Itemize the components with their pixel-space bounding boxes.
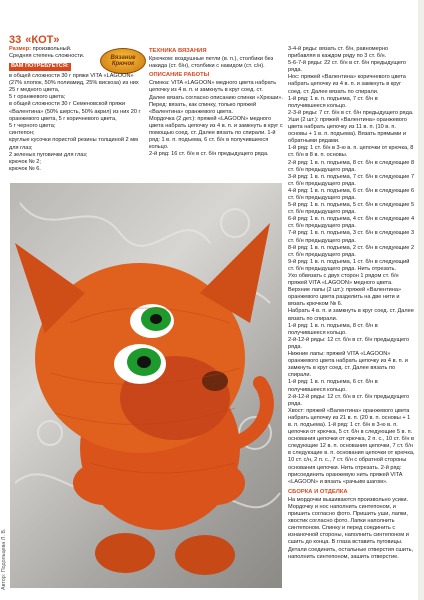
instruction-row: Хвост: пряжей «Валентина» оранжевого цвета набрать цепочку из 21 в. п. (20 в. п. основы + 1 в. п. подъема). 1-й ряд: 1 ст. б/н в 3-ю в. п. цепочки от крючка, 5 ст. б/н в следующие 5 в. п. основания цепочки от крючка, 2 п. с., 10 ст. б/н в следующие 12 в. п. основания цепочки, 7 ст. б/н в следующие в. п. основания цепочки от крючка, 10 ст. с/н, 2 п. с., 7 ст. б/н с обратной стороны основания цепочки. Нить отрезать. 2-й ряд: присоединить оранжевую нить пряжей VITA «LAGOON» и вязать «рачьим шагом». — [288, 407, 415, 485]
size-label: Размер: — [9, 46, 32, 52]
instruction-row: 3-й ряд: 1 в. п. подъема, 7 ст. б/н в следующие 7 ст. б/н предыдущего ряда. — [288, 173, 415, 187]
author-credit: Автор: Подольцева Л. В. — [1, 528, 7, 590]
pattern-title — [9, 34, 59, 46]
material-item: крючок № 6. — [9, 166, 41, 173]
instruction-row: 2-й-12-й ряды: 12 ст. б/н в ст. б/н предыдущего ряда. — [288, 336, 410, 350]
assembly-text: На мордочки вышиваются произвольно усики. Мордочку и нос наполнить синтепоном, и пришить согласно фото. Пришить уши, лапки, хвостик согласно фото. Лапки наполнить синтепоном. Спинку и перед соединить с изнаночной стороны, наполнить синтепоном и сшить до конца. В глаза вставить пуговицы. Детали соединить, остальные отверстия сшить, наполнить синтепоном, зашить отверстие. — [288, 496, 414, 560]
material-item: 2 зеленых пуговички для глаз; — [9, 151, 88, 158]
materials-column — [9, 46, 141, 173]
instruction-row: 6-й ряд: 1 в. п. подъема, 4 ст. б/н в следующие 4 ст. б/н предыдущего ряда. — [288, 216, 415, 230]
instruction-row: 1-й ряд: 1 в. п. подъема, 6 ст. б/н в получившееся кольцо. — [288, 379, 378, 393]
instruction-row: 5-й ряд: 1 в. п. подъема, 5 ст. б/н в следующие 5 ст. б/н предыдущего ряда. — [288, 202, 415, 216]
instruction-row: 3-4-й ряды: вязать ст. б/н, равномерно прибавляя в каждом ряду по 3 ст. б/н. — [288, 46, 389, 60]
material-item: крючок № 2; — [9, 159, 41, 166]
description-paragraph: Мордочка (2 дет.): пряжей «LAGOON» медного цвета набрать цепочку из 4 в. п. и замкнуть в круг с помощью соед. ст. Далее вязать по спирали. 1-й ряд: 1 в. п. подъема, 6 ст. б/н в получившееся кольцо. — [149, 115, 283, 151]
instruction-row: Набрать 4 в. п. и замкнуть в круг соед. ст. Далее вязать по спирали. — [288, 308, 414, 322]
instruction-row: 5-6-7-й ряды: 22 ст. б/н в ст. б/н предыдущего ряда. — [288, 60, 407, 74]
instruction-row: 9-й ряд: 1 в. п. подъема, 1 ст. б/н в следующий ст. б/н предыдущего ряда. Нить отрезать. — [288, 258, 410, 272]
material-item: круглые кусочки пористой резины толщиной 2 мм для глаз; — [9, 137, 138, 151]
technique-heading: ТЕХНИКА ВЯЗАНИЯ — [149, 48, 207, 54]
logo-text: Вязание Крючок — [110, 55, 136, 67]
pattern-number: 33 — [9, 34, 22, 46]
cat-toy-photo — [10, 183, 282, 588]
description-paragraph: 2-й ряд: 16 ст. б/н в ст. б/н предыдущего ряда. — [149, 151, 269, 158]
material-item: в общей сложности 30 г пряжи VITA «LAGOON» (27% хлопок, 50% полиамид, 25% вискоза) из них 25 г медного цвета, — [9, 72, 139, 94]
instruction-row: 4-й ряд: 1 в. п. подъема, 6 ст. б/н в следующие 6 ст. б/н предыдущего ряда. — [288, 187, 415, 201]
technique-text: Крючком: воздушные петли (в. п.), столбики без накида (ст. б/н), столбики с накидом (ст. с/н). — [149, 56, 274, 70]
instruction-row: 7-й ряд: 1 в. п. подъема, 3 ст. б/н в следующие 3 ст. б/н предыдущего ряда. — [288, 230, 415, 244]
description-heading: ОПИСАНИЕ РАБОТЫ — [149, 72, 210, 79]
instruction-row: 2-й ряд: 1 в. п. подъема, 8 ст. б/н в следующие 8 ст. б/н предыдущего ряда. — [288, 159, 415, 173]
instruction-row: 2-й-12-й ряды: 12 ст. б/н в ст. б/н предыдущего ряда. — [288, 393, 410, 407]
material-item: 5 г черного цвета; — [9, 123, 56, 130]
material-item: 5 г оранжевого цвета; — [9, 94, 66, 101]
instruction-row: Нижние лапы: пряжей VITA «LAGOON» оранжевого цвета набрать цепочку из 4 в. п. и замкнуть в круг соед. ст. Далее вязать по спирали. — [288, 351, 408, 379]
description-paragraph: Спинка: VITA «LAGOON» медного цвета набрать цепочку из 4 в. п. и замкнуть в круг соед. ст. — [149, 80, 277, 94]
description-paragraph: Перед: вязать, как спинку, только пряжей «Валентина» оранжевого цвета. — [149, 101, 257, 115]
instruction-row: 2-3-й ряды: 7 ст. б/н в ст. б/н предыдущего ряда. — [288, 109, 414, 116]
technique-column — [149, 46, 284, 158]
assembly-heading: СБОРКА И ОТДЕЛКА — [288, 488, 348, 495]
material-item: в общей сложности 30 г Семеновской пряжи «Валентина» (50% шерсть, 50% акрил) из них 20 г оранжевого цвета, 5 г коричневого цвета, — [9, 101, 141, 122]
instruction-row: Ухо обвязать с двух сторон 1 рядом ст. б/н пряжей VITA «LAGOON» медного цвета. — [288, 273, 399, 287]
instruction-row: 8-й ряд: 1 в. п. подъема, 2 ст. б/н в следующие 2 ст. б/н предыдущего ряда. — [288, 244, 415, 258]
size-value: произвольный. — [32, 46, 72, 52]
page-edge — [418, 0, 424, 600]
materials-heading: ВАМ ПОТРЕБУЕТСЯ: — [11, 63, 69, 70]
instructions-column — [288, 46, 416, 561]
instruction-row: Нос: пряжей «Валентина» коричневого цвета набрать цепочку из 4 в. п. и замкнуть в круг соед. ст. Далее вязать по спирали. — [288, 74, 406, 95]
instruction-row: Уши (2 шт.): пряжей «Валентина» оранжевого цвета набрать цепочку из 11 в. п. (10 в. п. основы + 1 в. п. подъема). Вязать прямыми и обратными рядами. — [288, 116, 407, 145]
instruction-row: 1-й ряд: 1 ст. б/н в 3-ю в. п. цепочки от крючка, 8 ст. б/н в 8 в. п. основы. — [288, 145, 414, 159]
material-item: синтепон; — [9, 130, 35, 137]
instruction-row: 1-й ряд: 1 в. п. подъема, 7 ст. б/н в получившееся кольцо. — [288, 95, 378, 109]
pattern-name: «КОТ» — [25, 34, 60, 46]
instruction-row: Верхние лапы (2 шт.): пряжей «Валентина» оранжевого цвета разделить на две нити и вязать крючком № 6. — [288, 287, 402, 308]
description-paragraph: Далее вязать согласно описанию спинки «Хрюши». — [149, 94, 284, 101]
difficulty-text: Средняя степень сложности. — [9, 53, 85, 60]
instruction-row: 1-й ряд: 1 в. п. подъема, 8 ст. б/н в получившееся кольцо. — [288, 322, 378, 336]
